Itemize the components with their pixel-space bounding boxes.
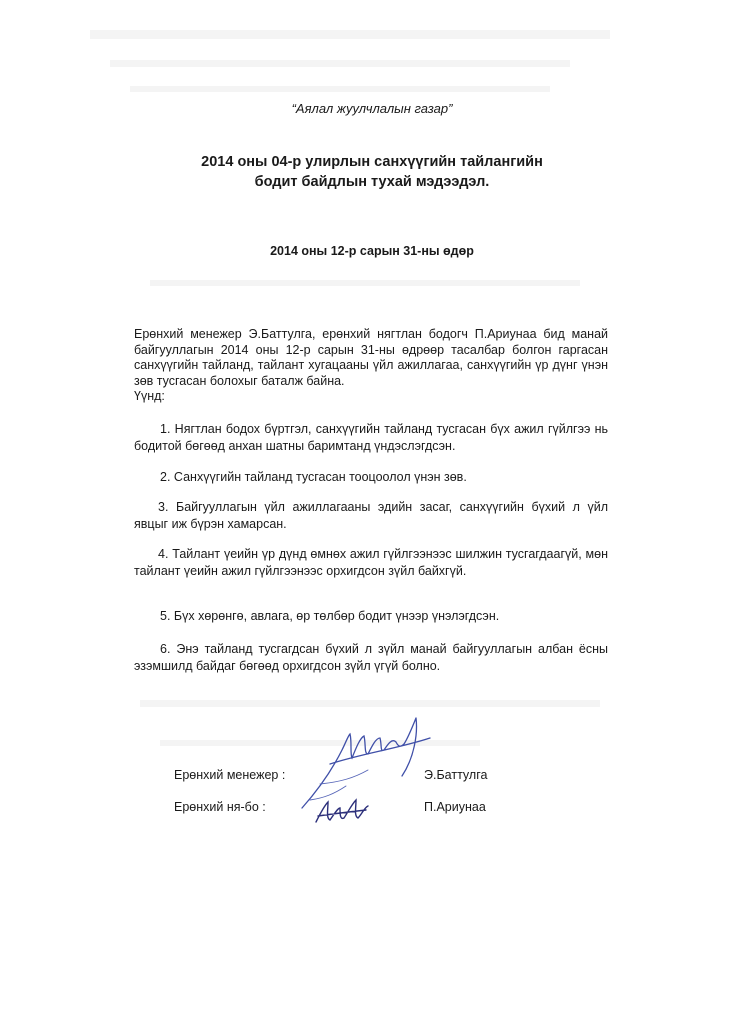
signer-role: Ерөнхий ня-бо :	[174, 800, 266, 814]
list-item	[134, 499, 608, 533]
item-text: Энэ тайланд тусгагдсан бүхий л зүйл манай байгууллагын албан ёсны эзэмшилд байдаг бөгөөд орхигдсон зүйл үгүй болно.	[134, 642, 608, 673]
intro-statement: Ерөнхий менежер Э.Баттулга, ерөнхий нягтлан бодогч П.Ариунаа бид манай байгууллагын 2014 оны 12-р сарын 31-ны өдрөөр тасалбар болгон гаргасан санхүүгийн тайланд, тайлант хугацааны үйл ажиллагаа, санхүүгийн үр дүнг үнэн зөв тусгасан болохыг баталж байна.	[134, 327, 608, 388]
signer-name: П.Ариунаа	[424, 800, 486, 814]
intro-paragraph	[134, 327, 608, 405]
item-text: Байгууллагын үйл ажиллагааны эдийн засаг, санхүүгийн бүхий л үйл явцыг иж бүрэн хамарсан.	[134, 500, 608, 531]
signature-row-general-manager	[174, 768, 504, 786]
item-number: 6.	[160, 642, 171, 656]
item-text: Тайлант үеийн үр дүнд өмнөх ажил гүйлгээнээс шилжин тусгагдаагүй, мөн тайлант үеийн ажил гүйлгээнээс орхигдсон зүйл байхгүй.	[134, 547, 608, 578]
signer-name: Э.Баттулга	[424, 768, 488, 782]
item-number: 5.	[160, 609, 171, 623]
document-date: 2014 оны 12-р сарын 31-ны өдөр	[270, 244, 474, 258]
organization-name: “Аялал жуулчлалын газар”	[291, 101, 453, 116]
item-number: 4.	[158, 547, 169, 561]
signature-row-chief-accountant	[174, 800, 504, 818]
item-number: 2.	[160, 470, 171, 484]
item-text: Санхүүгийн тайланд тусгасан тооцоолол үнэн зөв.	[173, 470, 467, 484]
item-text: Нягтлан бодох бүртгэл, санхүүгийн тайланд тусгасан бүх ажил гүйлгээ нь бодитой бөгөөд анхан шатны баримтанд үндэслэгдсэн.	[134, 422, 608, 453]
item-number: 3.	[158, 500, 169, 514]
item-text: Бүх хөрөнгө, авлага, өр төлбөр бодит үнээр үнэлэгдсэн.	[173, 609, 500, 623]
item-number: 1.	[160, 422, 171, 436]
intro-lead: Үүнд:	[134, 389, 165, 403]
title-line-2: бодит байдлын тухай мэдээдэл.	[254, 174, 490, 190]
list-item	[134, 608, 608, 625]
list-item	[134, 421, 608, 455]
list-item	[134, 469, 608, 486]
list-item	[134, 641, 608, 675]
title-line-1: 2014 оны 04-р улирлын санхүүгийн тайлангийн	[201, 154, 543, 170]
signer-role: Ерөнхий менежер :	[174, 768, 286, 782]
list-item	[134, 546, 608, 580]
document-title	[0, 152, 744, 192]
